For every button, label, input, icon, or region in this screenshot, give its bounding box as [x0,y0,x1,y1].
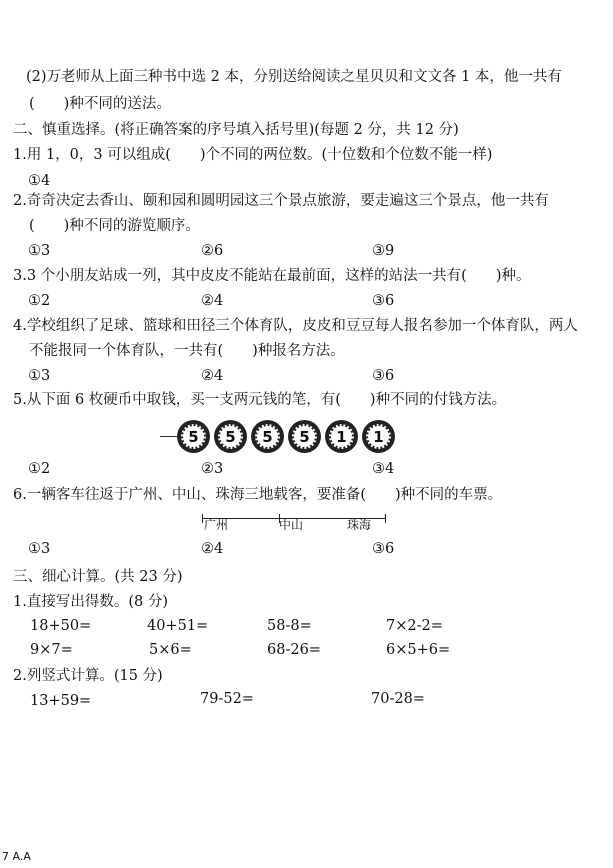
question-6: 6.一辆客车往返于广州、中山、珠海三地载客，要准备( )种不同的车票。 [13,487,503,503]
vertical-equation: 79-52= [200,691,254,707]
section2-heading: 二、慎重选择。(将正确答案的序号填入括号里)(每题 2 分，共 12 分) [13,122,459,138]
coin-icon [251,420,284,453]
question-4-line1: 4.学校组织了足球、篮球和田径三个体育队，皮皮和豆豆每人报名参加一个体育队，两人 [13,318,578,334]
question-6-option-c: ③6 [372,541,395,557]
question-2-line2: ( )种不同的游览顺序。 [29,218,200,234]
equation: 58-8= [267,618,312,634]
question-5-option-b: ②3 [201,461,224,477]
question-6-option-b: ②4 [201,541,224,557]
equation: 7×2-2= [386,618,443,634]
equation: 18+50= [30,618,92,634]
coin-value: 5 [292,424,317,449]
coin-value: 5 [181,424,206,449]
q-part2-line2: ( )种不同的送法。 [29,96,171,112]
question-1-option-a: ①4 [28,173,51,189]
coin-value: 1 [329,424,354,449]
equation: 68-26= [267,642,321,658]
question-3: 3.3 个小朋友站成一列，其中皮皮不能站在最前面，这样的站法一共有( )种。 [13,268,531,284]
coin-value: 5 [255,424,280,449]
question-4-option-b: ②4 [201,368,224,384]
coin-value: 1 [366,424,391,449]
coin-icon [325,420,358,453]
question-6-option-a: ①3 [28,541,51,557]
question-1: 1.用 1，0，3 可以组成( )个不同的两位数。(十位数和个位数不能一样) [13,147,493,163]
question-2-option-a: ①3 [28,243,51,259]
question-2-option-b: ②6 [201,243,224,259]
question-4-option-a: ①3 [28,368,51,384]
question-2-option-c: ③9 [372,243,395,259]
section3-heading: 三、细心计算。(共 23 分) [13,569,183,585]
question-3-option-a: ①2 [28,293,51,309]
question-3-option-b: ②4 [201,293,224,309]
vertical-equation: 70-28= [371,691,425,707]
coin-value: 5 [218,424,243,449]
calc-part2-heading: 2.列竖式计算。(15 分) [13,668,163,684]
equation: 6×5+6= [386,642,451,658]
question-5: 5.从下面 6 枚硬币中取钱，买一支两元钱的笔，有( )种不同的付钱方法。 [13,392,507,408]
equation: 40+51= [147,618,209,634]
coin-icon [214,420,247,453]
route-stop-zhongshan: 中山 [279,518,304,532]
vertical-equation: 13+59= [30,693,92,709]
equation: 9×7= [30,642,73,658]
coin-icon [177,420,210,453]
equation: 5×6= [149,642,192,658]
question-4-option-c: ③6 [372,368,395,384]
calc-part1-heading: 1.直接写出得数。(8 分) [13,594,168,610]
question-2-line1: 2.奇奇决定去香山、颐和园和圆明园这三个景点旅游，要走遍这三个景点，他一共有 [13,193,549,209]
coin-icon [362,420,395,453]
question-5-option-a: ①2 [28,461,51,477]
coin-icon [288,420,321,453]
question-4-line2: 不能报同一个体育队，一共有( )种报名方法。 [29,343,345,359]
question-3-option-c: ③6 [372,293,395,309]
page-footer: 7 A.A [2,850,31,863]
route-stop-zhuhai: 珠海 [347,518,372,532]
question-5-option-c: ③4 [372,461,395,477]
q-part2-line1: (2)万老师从上面三种书中选 2 本，分别送给阅读之星贝贝和文文各 1 本，他一共有 [26,69,562,85]
route-stop-guangzhou: 广州 [204,518,229,532]
